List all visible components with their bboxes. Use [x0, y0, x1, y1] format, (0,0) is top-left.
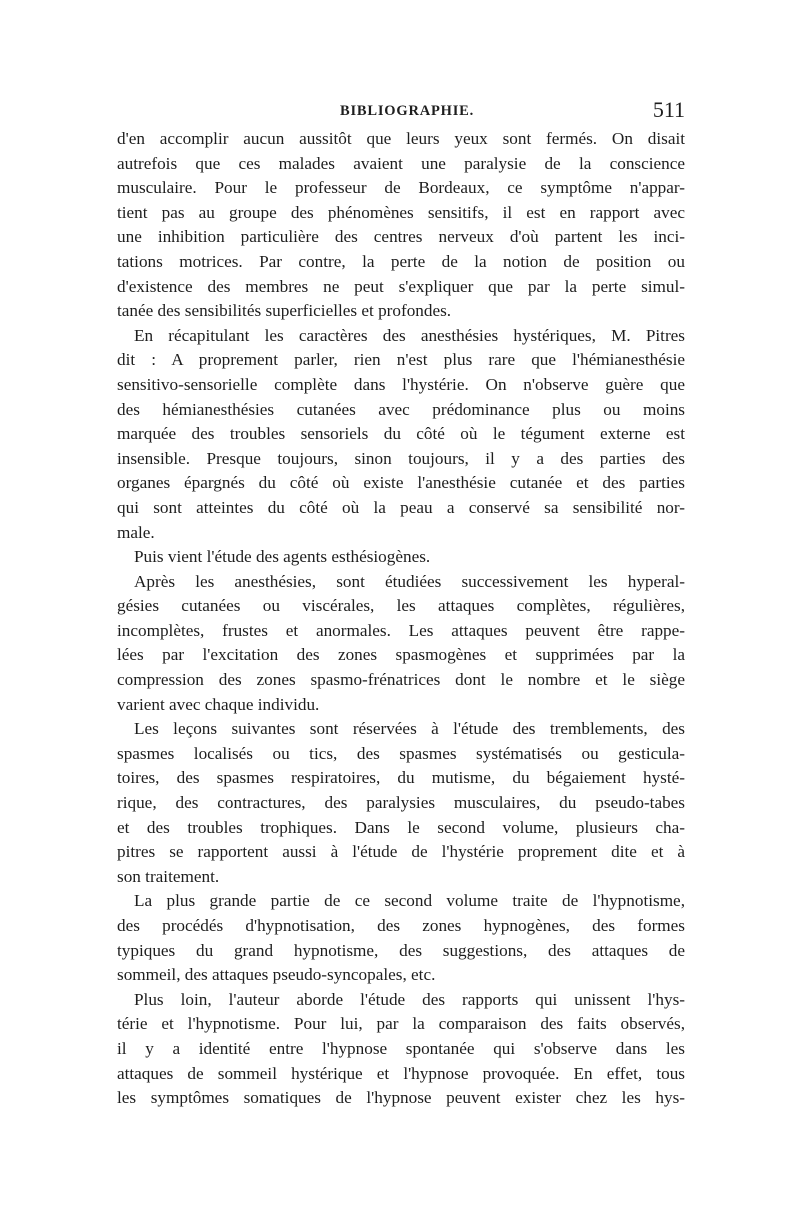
text-line: qui sont atteintes du côté où la peau a conservé sa sensibilité nor-: [117, 497, 685, 517]
text-line: et des troubles trophiques. Dans le second volume, plusieurs cha-: [117, 817, 685, 837]
text-line: organes épargnés du côté où existe l'anesthésie cutanée et des parties: [117, 473, 685, 493]
text-line: typiques du grand hypnotisme, des suggestions, des attaques de: [117, 940, 685, 960]
text-line: térie et l'hypnotisme. Pour lui, par la comparaison des faits observés,: [117, 1014, 685, 1034]
text-line: attaques de sommeil hystérique et l'hypnose provoquée. En effet, tous: [117, 1063, 685, 1083]
page-number: 511: [652, 97, 685, 122]
text-line: pitres se rapportent aussi à l'étude de l'hystérie proprement dite et à: [117, 842, 685, 862]
text-line: des procédés d'hypnotisation, des zones hypnogènes, des formes: [117, 916, 685, 935]
text-line: rique, des contractures, des paralysies musculaires, du pseudo-tabes: [117, 793, 685, 813]
text-line: compression des zones spasmo-frénatrices dont le nombre et le siège: [117, 670, 685, 690]
text-line: Puis vient l'étude des agents esthésiogènes.: [134, 547, 431, 567]
text-line: Plus loin, l'auteur aborde l'étude des rapports qui unissent l'hys-: [134, 989, 685, 1009]
text-line: insensible. Presque toujours, sinon toujours, il y a des parties des: [117, 448, 685, 468]
text-line: gésies cutanées ou viscérales, les attaques complètes, régulières,: [117, 596, 685, 616]
text-line: son traitement.: [117, 866, 220, 886]
text-line: musculaire. Pour le professeur de Bordeaux, ce symptôme n'appar-: [117, 178, 685, 198]
text-line: autrefois que ces malades avaient une paralysie de la conscience: [117, 153, 685, 173]
text-line: Les leçons suivantes sont réservées à l'étude des tremblements, des: [134, 719, 685, 739]
running-head: [117, 97, 685, 127]
text-line: varient avec chaque individu.: [117, 694, 320, 714]
text-line: une inhibition particulière des centres nerveux d'où partent les inci-: [117, 227, 685, 247]
text-line: incomplètes, frustes et anormales. Les attaques peuvent être rappe-: [117, 620, 685, 640]
text-line: les symptômes somatiques de l'hypnose peuvent exister chez les hys-: [117, 1088, 685, 1108]
body-text: [117, 127, 685, 1111]
text-line: En récapitulant les caractères des anesthésies hystériques, M. Pitres: [134, 325, 685, 345]
text-line: dit : A proprement parler, rien n'est plus rare que l'hémianesthésie: [117, 350, 685, 370]
text-line: il y a identité entre l'hypnose spontanée qui s'observe dans les: [117, 1038, 685, 1058]
text-line: tient pas au groupe des phénomènes sensitifs, il est en rapport avec: [117, 202, 685, 222]
text-line: lées par l'excitation des zones spasmogènes et supprimées par la: [117, 645, 685, 665]
text-line: male.: [117, 522, 155, 542]
text-line: d'existence des membres ne peut s'expliquer que par la perte simul-: [117, 276, 685, 296]
text-line: tanée des sensibilités superficielles et profondes.: [117, 301, 452, 321]
text-line: sensitivo-sensorielle complète dans l'hystérie. On n'observe guère que: [117, 374, 685, 394]
text-line: des hémianesthésies cutanées avec prédominance plus ou moins: [117, 399, 685, 419]
text-line: marquée des troubles sensoriels du côté où le tégument externe est: [117, 424, 685, 444]
running-title: BIBLIOGRAPHIE.: [340, 103, 475, 119]
text-line: La plus grande partie de ce second volume traite de l'hypnotisme,: [134, 891, 685, 911]
text-line: sommeil, des attaques pseudo-syncopales, etc.: [117, 965, 436, 985]
text-line: tations motrices. Par contre, la perte de la notion de position ou: [117, 251, 685, 271]
text-line: d'en accomplir aucun aussitôt que leurs yeux sont fermés. On disait: [117, 129, 685, 148]
text-line: Après les anesthésies, sont étudiées successivement les hyperal-: [134, 571, 685, 591]
text-line: spasmes localisés ou tics, des spasmes systématisés ou gesticula-: [117, 743, 685, 763]
text-line: toires, des spasmes respiratoires, du mutisme, du bégaiement hysté-: [117, 768, 685, 788]
